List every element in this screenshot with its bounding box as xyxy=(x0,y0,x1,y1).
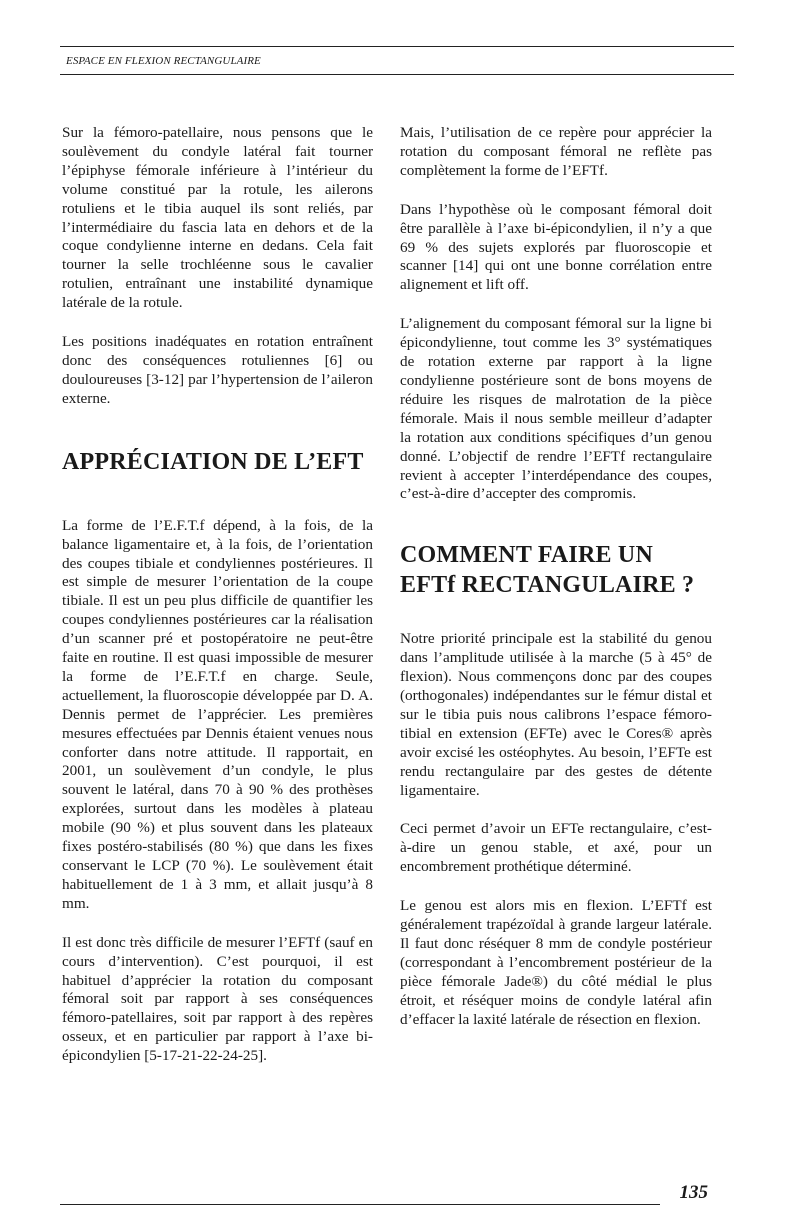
body-paragraph: Il est donc très difficile de mesurer l’EFTf (sauf en cours d’intervention). C’est pourquoi, il est habituel d’apprécier la rotation du composant fémoral soit par rapport à ses conséquences fémoro-patellaires, soit par rapport à des repères osseux, et en particulier par rapport à l’axe bi-épicondylien [5-17-21-22-24-25]. xyxy=(62,933,373,1065)
section-heading-comment-faire xyxy=(400,540,712,600)
right-column xyxy=(400,124,712,1050)
body-paragraph: Mais, l’utilisation de ce repère pour apprécier la rotation du composant fémoral ne reflète pas complètement la forme de l’EFTf. xyxy=(400,124,712,179)
footer-rule xyxy=(60,1204,660,1205)
header-rule xyxy=(60,74,734,75)
page-number: 135 xyxy=(679,1182,708,1203)
body-paragraph: Notre priorité principale est la stabilité du genou dans l’amplitude utilisée à la marche (5 à 45° de flexion). Nous commençons donc par des coupes (orthogonales) indépendantes sur le fémur distal et sur le tibia puis nous calibrons l’espace fémoro-tibial en extension (EFTe) avec le Cores® après avoir excisé les ostéophytes. Au besoin, l’EFTe est rendu rectangulaire par des gestes de détente ligamentaire. xyxy=(400,630,712,799)
body-paragraph: Sur la fémoro-patellaire, nous pensons que le soulèvement du condyle latéral fait tourner l’épiphyse fémorale inférieure à l’intérieur du volume constitué par la rotule, les ailerons rotuliens et le tibia auquel ils sont reliés, par l’intermédiaire du fascia lata en dehors et de la coque condylienne interne en dedans. Cela fait tourner la selle trochléenne sous le cavalier rotulien, entraînant une instabilité dynamique latérale de la rotule. xyxy=(62,124,373,312)
body-paragraph: L’alignement du composant fémoral sur la ligne bi épicondylienne, tout comme les 3° systématiques de rotation externe par rapport à la ligne condylienne postérieure sont de bons moyens de réduire les risques de malrotation de la pièce fémorale. Mais il nous semble meilleur d’adapter la rotation aux conditions spécifiques d’un genou donné. L’objectif de rendre l’EFTf rectangulaire revient à accepter l’interdépendance des coupes, c’est-à-dire d’accepter des compromis. xyxy=(400,315,712,503)
body-paragraph: Ceci permet d’avoir un EFTe rectangulaire, c’est-à-dire un genou stable, et axé, pour un encombrement prothétique déterminé. xyxy=(400,820,712,876)
body-paragraph: Dans l’hypothèse où le composant fémoral doit être parallèle à l’axe bi-épicondylien, il n’y a que 69 % des sujets explorés par fluoroscopie et scanner [14] qui ont une bonne corrélation entre alignement et lift off. xyxy=(400,200,712,294)
body-paragraph: Les positions inadéquates en rotation entraînent donc des conséquences rotuliennes [6] ou douloureuses [3-12] par l’hypertension de l’aileron externe. xyxy=(62,333,373,407)
heading-line: EFTf RECTANGULAIRE ? xyxy=(400,572,695,599)
top-rule xyxy=(60,46,734,47)
left-column xyxy=(62,124,373,1086)
running-header: ESPACE EN FLEXION RECTANGULAIRE xyxy=(66,55,261,67)
body-paragraph: Le genou est alors mis en flexion. L’EFTf est généralement trapézoïdal à grande largeur latérale. Il faut donc réséquer 8 mm de condyle postérieur (correspondant à l’encombrement postérieur de la pièce fémorale Jade®) du côté médial le plus étroit, et réséquer moins de condyle latéral afin d’effacer la laxité latérale de résection en flexion. xyxy=(400,897,712,1028)
heading-line: COMMENT FAIRE UN xyxy=(400,542,653,569)
section-heading-appreciation: APPRÉCIATION DE L’EFT xyxy=(62,448,364,475)
body-paragraph: La forme de l’E.F.T.f dépend, à la fois, de la balance ligamentaire et, à la fois, de l’orientation des coupes tibiale et condyliennes postérieures. Il est simple de mesurer l’orientation de la coupe tibiale. Il est un peu plus difficile de quantifier les coupes condyliennes postérieures car la réalisation d’un scanner pré et postopératoire ne peut-être faite en routine. Il est quasi impossible de mesurer la forme de l’E.F.T.f en charge. Seule, actuellement, la fluoroscopie développée par D. A. Dennis permet de l’apprécier. Les premières mesures effectuées par Dennis étaient venues nous conforter dans notre attitude. Il rapportait, en 2001, un soulèvement d’un condyle, le plus souvent le latéral, dans 70 à 90 % des prothèses explorées, surtout dans les modèles à plateau mobile (90 %) et plus souvent dans les plateaux fixes postéro-stabilisés (80 %) que dans les fixes conservant le LCP (70 %). Le soulèvement était habituellement de 1 à 3 mm, et allait jusqu’à 8 mm. xyxy=(62,516,373,912)
